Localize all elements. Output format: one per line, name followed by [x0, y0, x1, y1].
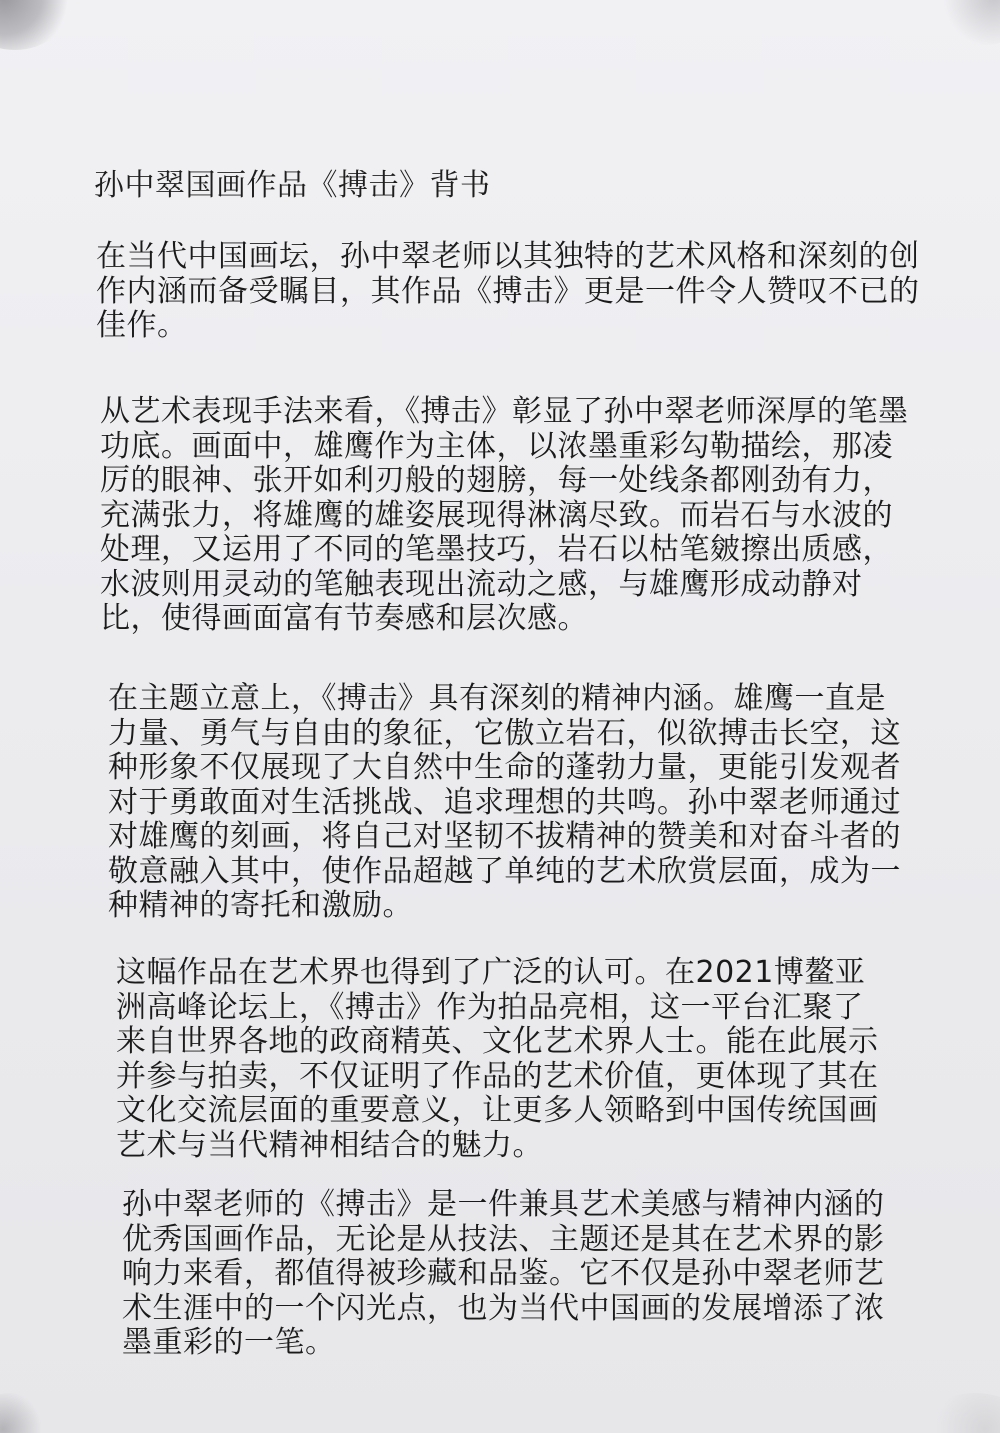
- paper-corner-shadow: [925, 1393, 1000, 1433]
- paragraph-intro: 在当代中国画坛，孙中翠老师以其独特的艺术风格和深刻的创作内涵而备受瞩目，其作品《搏击》更是一件令人赞叹不已的佳作。: [96, 239, 920, 343]
- paragraph-recognition: 这幅作品在艺术界也得到了广泛的认可。在2021博鳌亚洲高峰论坛上，《搏击》作为拍品亮相，这一平台汇聚了来自世界各地的政商精英、文化艺术界人士。能在此展示并参与拍卖，不仅证明了作品的艺术价值，更体现了其在文化交流层面的重要意义，让更多人领略到中国传统国画艺术与当代精神相结合的魅力。: [116, 955, 879, 1163]
- paper-corner-shadow: [940, 0, 1000, 45]
- paragraph-technique: 从艺术表现手法来看，《搏击》彰显了孙中翠老师深厚的笔墨功底。画面中，雄鹰作为主体，以浓墨重彩勾勒描绘，那凌厉的眼神、张开如利刃般的翅膀，每一处线条都刚劲有力，充满张力，将雄鹰的雄姿展现得淋漓尽致。而岩石与水波的处理，又运用了不同的笔墨技巧，岩石以枯笔皴擦出质感，水波则用灵动的笔触表现出流动之感，与雄鹰形成动静对比，使得画面富有节奏感和层次感。: [100, 394, 909, 636]
- paragraph-conclusion: 孙中翠老师的《搏击》是一件兼具艺术美感与精神内涵的优秀国画作品，无论是从技法、主题还是其在艺术界的影响力来看，都值得被珍藏和品鉴。它不仅是孙中翠老师艺术生涯中的一个闪光点，也为当代中国画的发展增添了浓墨重彩的一笔。: [122, 1187, 885, 1360]
- document-title: 孙中翠国画作品《搏击》背书: [94, 168, 491, 203]
- paragraph-theme: 在主题立意上，《搏击》具有深刻的精神内涵。雄鹰一直是力量、勇气与自由的象征，它傲立岩石，似欲搏击长空，这种形象不仅展现了大自然中生命的蓬勃力量，更能引发观者对于勇敢面对生活挑战、追求理想的共鸣。孙中翠老师通过对雄鹰的刻画，将自己对坚韧不拔精神的赞美和对奋斗者的敬意融入其中，使作品超越了单纯的艺术欣赏层面，成为一种精神的寄托和激励。: [108, 681, 901, 923]
- paper-corner-shadow: [0, 1393, 45, 1433]
- paper-corner-shadow: [0, 0, 70, 50]
